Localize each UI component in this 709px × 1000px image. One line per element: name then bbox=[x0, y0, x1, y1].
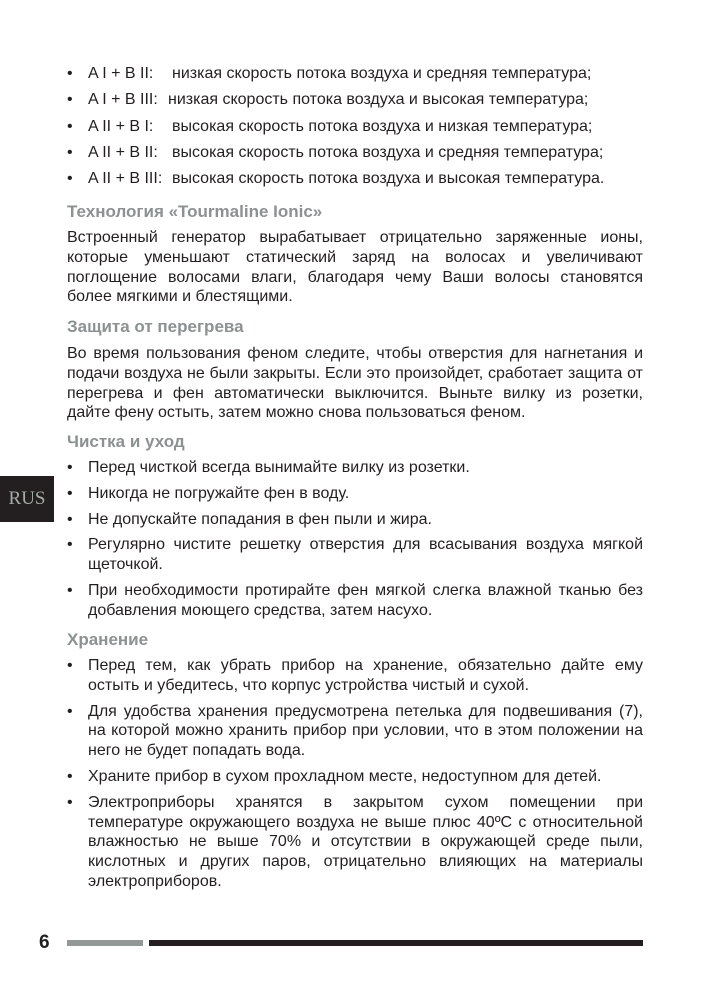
list-item bbox=[67, 143, 643, 163]
cleaning-list bbox=[67, 458, 643, 621]
list-item: • Храните прибор в сухом прохладном месте, недоступном для детей. bbox=[67, 767, 643, 787]
mode-text: высокая скорость потока воздуха и средняя температура; bbox=[172, 143, 604, 161]
list-item: • При необходимости протирайте фен мягкой слегка влажной тканью без добавления моющего средства, затем насухо. bbox=[67, 581, 643, 621]
list-item: • Не допускайте попадания в фен пыли и жира. bbox=[67, 510, 643, 530]
section-heading-storage: Хранение bbox=[67, 630, 149, 649]
list-item bbox=[67, 117, 643, 137]
mode-text: низкая скорость потока воздуха и высокая температура; bbox=[168, 91, 589, 109]
language-tab: RUS bbox=[0, 476, 54, 522]
page-number: 6 bbox=[39, 932, 50, 953]
mode-combo: A I + B III: bbox=[88, 91, 158, 109]
list-item: • Никогда не погружайте фен в воду. bbox=[67, 484, 643, 504]
mode-combo: A II + B II: bbox=[88, 143, 158, 161]
mode-text: высокая скорость потока воздуха и низкая температура; bbox=[172, 117, 593, 135]
list-item: • Перед чисткой всегда вынимайте вилку из розетки. bbox=[67, 458, 643, 478]
list-item bbox=[67, 169, 643, 189]
footer-rule-dark bbox=[149, 940, 643, 946]
mode-text: высокая скорость потока воздуха и высокая температура. bbox=[172, 170, 605, 188]
tourmaline-paragraph: Встроенный генератор вырабатывает отрицательно заряженные ионы, которые уменьшают статический заряд на волосах и увеличивают поглощение волосами влаги, благодаря чему Ваши волосы становятся более мягкими и блестящими. bbox=[67, 229, 643, 306]
list-item: • Перед тем, как убрать прибор на хранение, обязательно дайте ему остыть и убедитесь, что корпус устройства чистый и сухой. bbox=[67, 656, 643, 696]
mode-list bbox=[67, 64, 643, 189]
footer-rule-gray bbox=[67, 940, 143, 946]
list-item bbox=[67, 64, 643, 84]
list-item bbox=[67, 90, 643, 110]
mode-combo: A II + B III: bbox=[88, 170, 163, 188]
overheat-paragraph: Во время пользования феном следите, чтобы отверстия для нагнетания и подачи воздуха не были закрыты. Если это произойдет, сработает защита от перегрева и фен автоматически выключится. Выньте вилку из розетки, дайте фену остыть, затем можно снова пользоваться феном. bbox=[67, 345, 643, 422]
mode-text: низкая скорость потока воздуха и средняя температура; bbox=[172, 65, 592, 82]
section-heading-cleaning: Чистка и уход bbox=[67, 432, 185, 451]
section-heading-tourmaline: Технология «Tourmaline Ionic» bbox=[67, 202, 323, 221]
mode-combo: A II + B I: bbox=[88, 117, 154, 135]
section-heading-overheat: Защита от перегрева bbox=[67, 317, 244, 336]
list-item: • Для удобства хранения предусмотрена петелька для подвешивания (7), на которой можно хранить прибор при условии, что в этом положении на него не будет попадать вода. bbox=[67, 702, 643, 761]
mode-combo: A I + B II: bbox=[88, 65, 154, 82]
list-item: • Регулярно чистите решетку отверстия для всасывания воздуха мягкой щеточкой. bbox=[67, 535, 643, 575]
list-item: • Электроприборы хранятся в закрытом сухом помещении при температуре окружающего воздуха не выше плюс 40ºC с относительной влажностью не выше 70% и отсутствии в окружающей среде пыли, кислотных и других паров, отрицательно влияющих на материалы электроприборов. bbox=[67, 793, 643, 892]
storage-list bbox=[67, 656, 643, 892]
